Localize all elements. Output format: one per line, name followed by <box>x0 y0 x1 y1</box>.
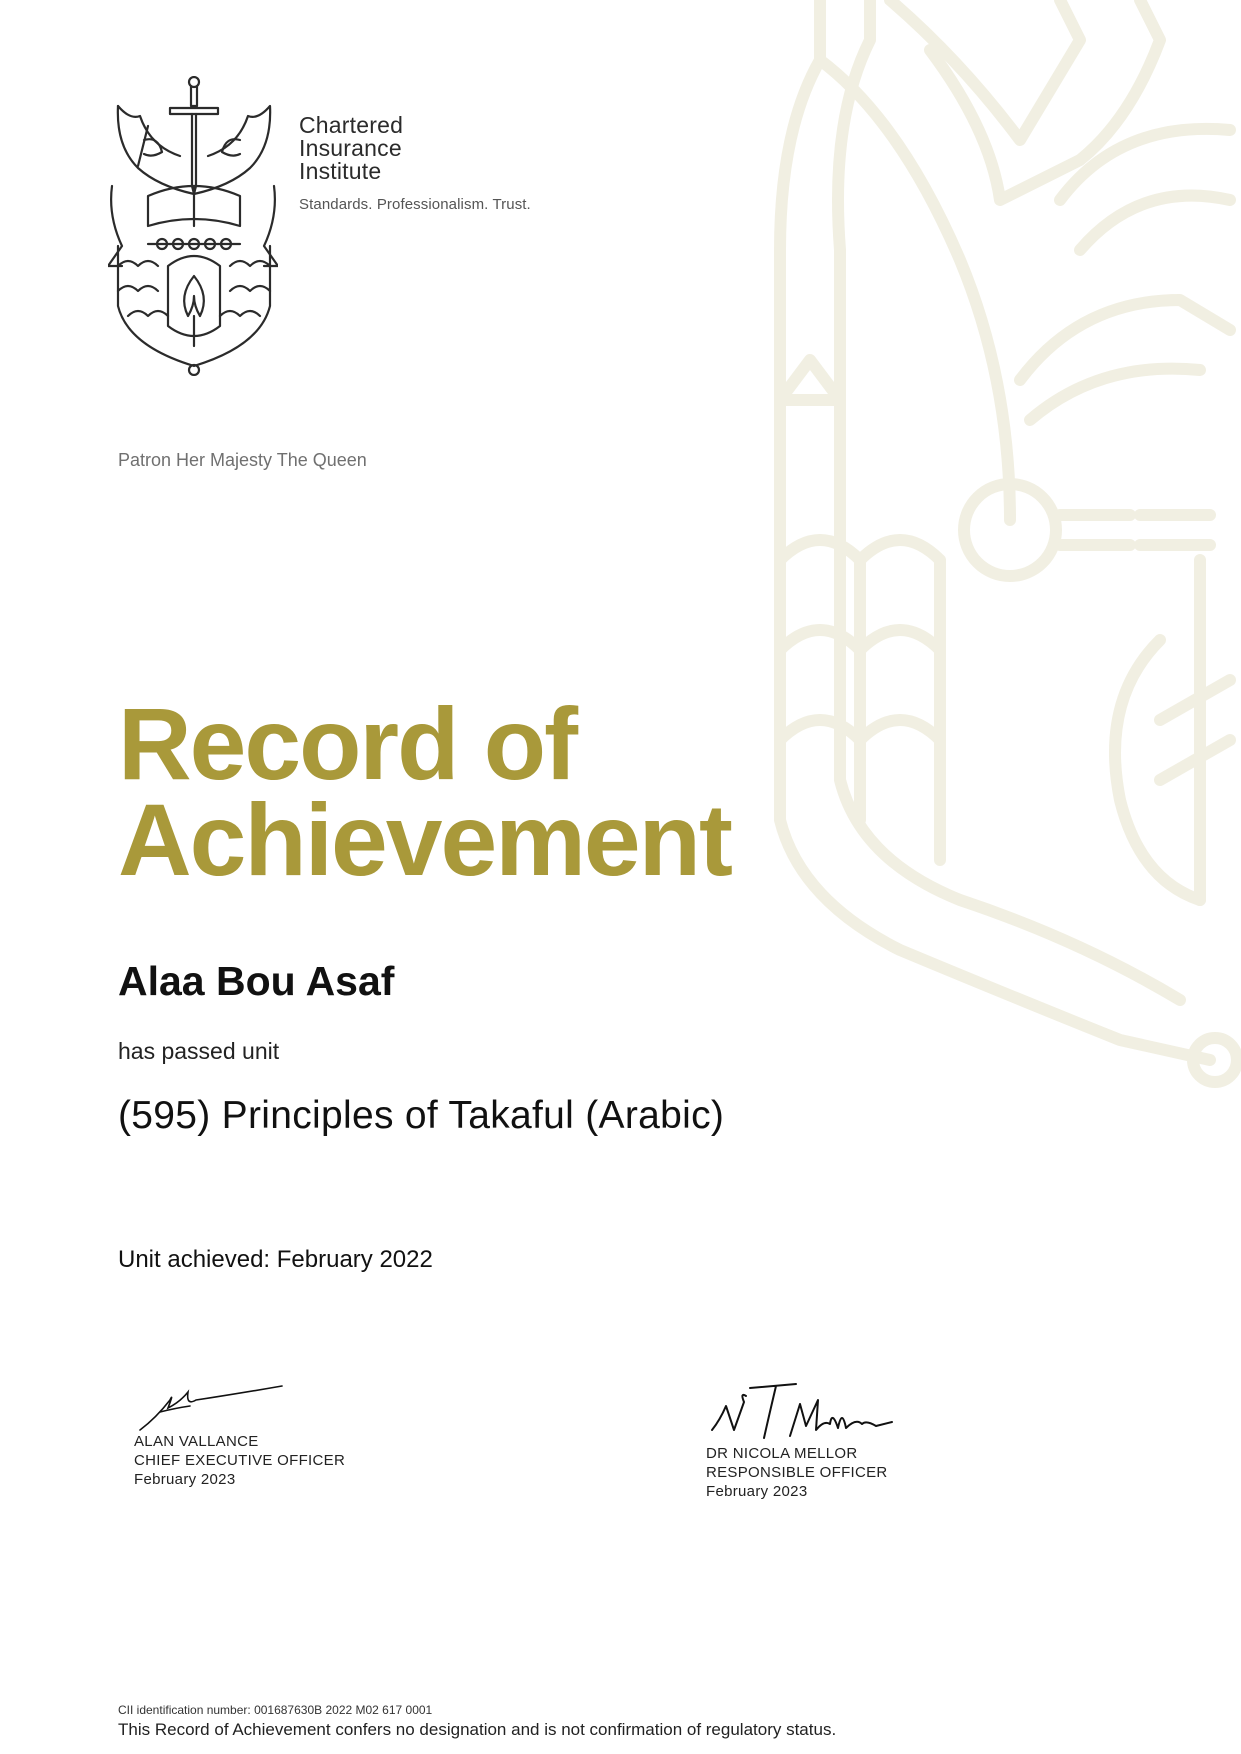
coat-of-arms-crest-icon <box>108 76 278 376</box>
organisation-tagline: Standards. Professionalism. Trust. <box>299 196 531 213</box>
organisation-name <box>299 114 403 183</box>
certificate-title-line: Record of <box>118 687 577 801</box>
organisation-name-line: Chartered <box>299 112 404 138</box>
signatory-role: RESPONSIBLE OFFICER <box>706 1464 888 1481</box>
certificate-title <box>118 687 731 897</box>
signatory-role: CHIEF EXECUTIVE OFFICER <box>134 1452 346 1469</box>
recipient-name: Alaa Bou Asaf <box>118 958 395 1004</box>
signature-nicola-mellor <box>706 1380 896 1446</box>
signatory-block <box>134 1432 345 1489</box>
unit-achieved-date: Unit achieved: February 2022 <box>118 1246 433 1273</box>
organisation-name-line: Institute <box>299 158 382 184</box>
passed-text: has passed unit <box>118 1038 280 1064</box>
organisation-name-line: Insurance <box>299 135 402 161</box>
crest-watermark-icon <box>760 0 1241 1100</box>
disclaimer-text: This Record of Achievement confers no designation and is not confirmation of regulatory status. <box>118 1720 837 1739</box>
unit-title: (595) Principles of Takaful (Arabic) <box>118 1094 725 1137</box>
certificate-title-line: Achievement <box>118 783 731 897</box>
signatory-block <box>706 1444 888 1501</box>
signature-alan-vallance <box>136 1378 286 1434</box>
identification-number: CII identification number: 001687630B 2022 M02 617 0001 <box>118 1703 433 1717</box>
signatory-name: ALAN VALLANCE <box>134 1433 259 1450</box>
signatory-date: February 2023 <box>706 1483 808 1500</box>
signatory-date: February 2023 <box>134 1471 236 1488</box>
signatory-name: DR NICOLA MELLOR <box>706 1445 858 1462</box>
patron-text: Patron Her Majesty The Queen <box>118 450 367 470</box>
